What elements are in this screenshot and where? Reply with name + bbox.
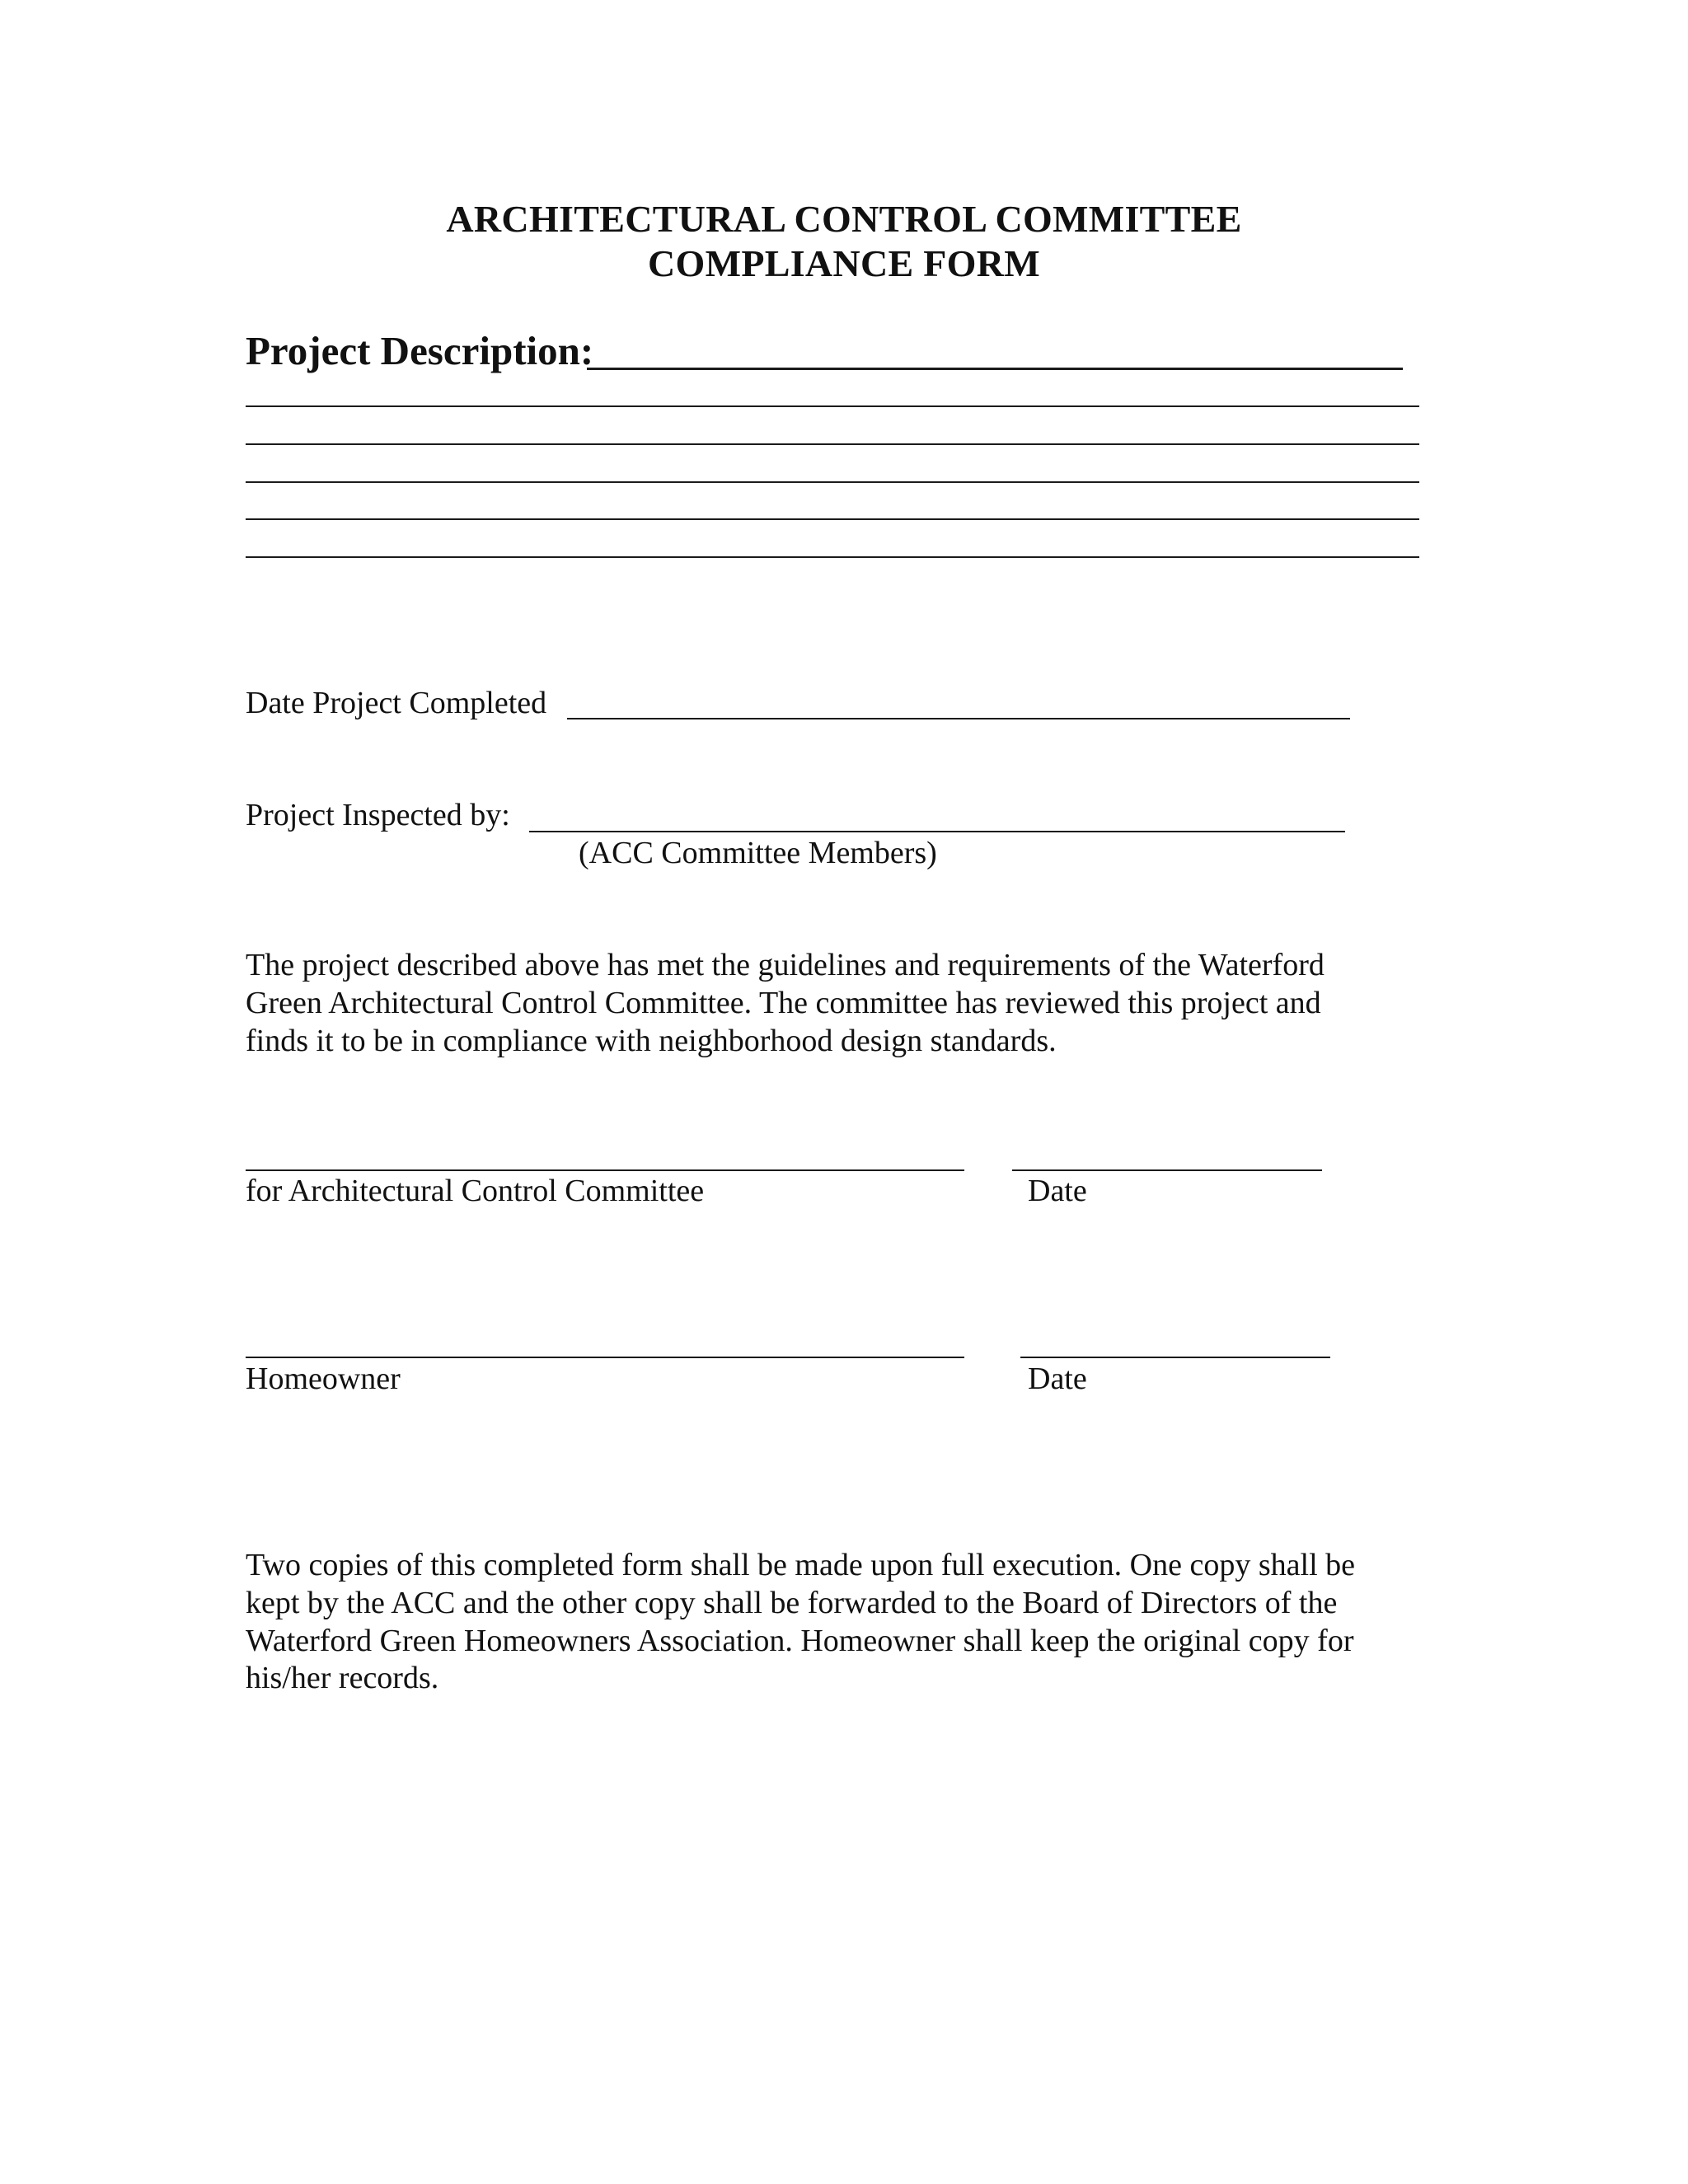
homeowner-date-field[interactable]	[1020, 1357, 1330, 1358]
copies-note-line: Two copies of this completed form shall be made upon full execution. One copy shall be	[246, 1548, 1355, 1582]
acc-date-field[interactable]	[1012, 1169, 1322, 1171]
inspected-by-field[interactable]	[529, 831, 1345, 832]
form-title-line-2: COMPLIANCE FORM	[648, 242, 1040, 284]
acc-date-label: Date	[1028, 1174, 1087, 1208]
compliance-statement-line: finds it to be in compliance with neighborhood design standards.	[246, 1024, 1057, 1058]
project-description-label: Project Description:	[246, 328, 594, 373]
project-description-line-2[interactable]	[246, 405, 1419, 407]
homeowner-signature-field[interactable]	[246, 1357, 964, 1358]
date-completed-label: Date Project Completed	[246, 686, 547, 720]
acc-signature-label: for Architectural Control Committee	[246, 1174, 705, 1208]
homeowner-signature-label: Homeowner	[246, 1361, 401, 1396]
copies-note-line: his/her records.	[246, 1661, 439, 1695]
date-completed-field[interactable]	[567, 718, 1350, 719]
compliance-statement-line: The project described above has met the guidelines and requirements of the Waterford	[246, 948, 1325, 982]
project-description-field[interactable]	[587, 368, 1403, 370]
copies-note-line: Waterford Green Homeowners Association. Homeowner shall keep the original copy for	[246, 1624, 1354, 1658]
inspected-by-note: (ACC Committee Members)	[579, 836, 937, 870]
compliance-statement-line: Green Architectural Control Committee. The committee has reviewed this project and	[246, 986, 1321, 1020]
homeowner-date-label: Date	[1028, 1361, 1087, 1396]
inspected-by-label: Project Inspected by:	[246, 798, 510, 832]
project-description-line-3[interactable]	[246, 443, 1419, 445]
project-description-line-5[interactable]	[246, 518, 1419, 520]
copies-note-line: kept by the ACC and the other copy shall be forwarded to the Board of Directors of the	[246, 1586, 1338, 1620]
acc-signature-field[interactable]	[246, 1169, 964, 1171]
project-description-line-6[interactable]	[246, 556, 1419, 558]
project-description-line-4[interactable]	[246, 481, 1419, 483]
form-title-line-1: ARCHITECTURAL CONTROL COMMITTEE	[446, 198, 1242, 240]
